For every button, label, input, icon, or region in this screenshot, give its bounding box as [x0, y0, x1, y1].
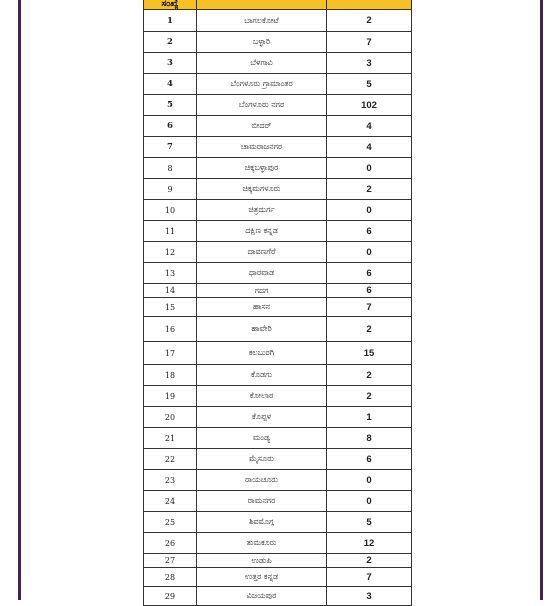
header-sl-no: ಸಂಖ್ಯೆ	[144, 0, 197, 10]
table-row	[144, 221, 412, 242]
row-district-name: ದಾವಣಗೆರೆ	[197, 242, 327, 263]
table-row	[144, 10, 412, 32]
row-serial-number: 23	[144, 470, 197, 491]
row-serial-number: 25	[144, 512, 197, 533]
row-district-name: ರಾಮನಗರ	[197, 491, 327, 512]
row-district-name: ಬೆಂಗಳೂರು ಗ್ರಾಮಾಂತರ	[197, 74, 327, 95]
table-row	[144, 587, 412, 606]
row-district-name: ಕೋಲಾರ	[197, 386, 327, 407]
row-district-name: ಹಾವೇರಿ	[197, 317, 327, 342]
table-row	[144, 533, 412, 554]
row-district-name: ಬೆಳಗಾವಿ	[197, 53, 327, 74]
table-row	[144, 116, 412, 137]
row-serial-number: 11	[144, 221, 197, 242]
row-district-name: ಮೈಸೂರು	[197, 449, 327, 470]
table-row	[144, 32, 412, 53]
row-district-name: ಬೀದರ್	[197, 116, 327, 137]
row-count: 6	[327, 284, 412, 298]
row-district-name: ಚಾಮರಾಜನಗರ	[197, 137, 327, 158]
row-count: 8	[327, 428, 412, 449]
row-count: 5	[327, 74, 412, 95]
row-serial-number: 18	[144, 365, 197, 386]
row-serial-number: 22	[144, 449, 197, 470]
table-row	[144, 74, 412, 95]
row-serial-number: 16	[144, 317, 197, 342]
table-row	[144, 179, 412, 200]
row-count: 4	[327, 116, 412, 137]
row-district-name: ಹಾಸನ	[197, 298, 327, 317]
row-serial-number: 3	[144, 53, 197, 74]
row-count: 0	[327, 200, 412, 221]
page-border-right	[540, 0, 543, 600]
table-body	[144, 10, 412, 606]
row-serial-number: 27	[144, 554, 197, 568]
table-row	[144, 298, 412, 317]
row-serial-number: 14	[144, 284, 197, 298]
row-serial-number: 4	[144, 74, 197, 95]
row-district-name: ಉಡುಪಿ	[197, 554, 327, 568]
district-count-table	[143, 0, 412, 606]
row-district-name: ಮಂಡ್ಯ	[197, 428, 327, 449]
row-count: 6	[327, 263, 412, 284]
row-district-name: ಕೊಡಗು	[197, 365, 327, 386]
row-count: 0	[327, 491, 412, 512]
row-serial-number: 6	[144, 116, 197, 137]
row-count: 7	[327, 568, 412, 587]
row-count: 3	[327, 53, 412, 74]
row-count: 2	[327, 386, 412, 407]
row-count: 4	[327, 137, 412, 158]
row-count: 1	[327, 407, 412, 428]
header-district	[197, 0, 327, 10]
row-serial-number: 1	[144, 10, 197, 32]
table-row	[144, 428, 412, 449]
table-row	[144, 491, 412, 512]
table-row	[144, 95, 412, 116]
row-count: 12	[327, 533, 412, 554]
row-district-name: ಕೊಪ್ಪಳ	[197, 407, 327, 428]
row-count: 7	[327, 298, 412, 317]
row-district-name: ಶಿವಮೊಗ್ಗ	[197, 512, 327, 533]
table-row	[144, 263, 412, 284]
row-serial-number: 24	[144, 491, 197, 512]
row-serial-number: 26	[144, 533, 197, 554]
row-count: 2	[327, 317, 412, 342]
row-count: 6	[327, 221, 412, 242]
row-serial-number: 29	[144, 587, 197, 606]
table-row	[144, 365, 412, 386]
row-count: 3	[327, 587, 412, 606]
row-serial-number: 2	[144, 32, 197, 53]
table-row	[144, 284, 412, 298]
table-row	[144, 242, 412, 263]
row-serial-number: 21	[144, 428, 197, 449]
table-row	[144, 158, 412, 179]
row-serial-number: 28	[144, 568, 197, 587]
row-district-name: ದಕ್ಷಿಣ ಕನ್ನಡ	[197, 221, 327, 242]
table-row	[144, 568, 412, 587]
row-count: 102	[327, 95, 412, 116]
row-district-name: ಉತ್ತರ ಕನ್ನಡ	[197, 568, 327, 587]
row-district-name: ಕಲಬುರಗಿ	[197, 342, 327, 365]
table-row	[144, 449, 412, 470]
row-count: 6	[327, 449, 412, 470]
row-serial-number: 13	[144, 263, 197, 284]
row-serial-number: 19	[144, 386, 197, 407]
row-serial-number: 17	[144, 342, 197, 365]
row-district-name: ಗದಗ	[197, 284, 327, 298]
table-row	[144, 386, 412, 407]
table-row	[144, 137, 412, 158]
table-row	[144, 53, 412, 74]
row-district-name: ಬಾಗಲಕೋಟೆ	[197, 10, 327, 32]
row-district-name: ಚಿಕ್ಕಮಗಳೂರು	[197, 179, 327, 200]
table-header	[144, 0, 412, 10]
row-count: 2	[327, 179, 412, 200]
row-serial-number: 12	[144, 242, 197, 263]
table-row	[144, 407, 412, 428]
row-serial-number: 10	[144, 200, 197, 221]
table-row	[144, 554, 412, 568]
row-district-name: ಬಳ್ಳಾರಿ	[197, 32, 327, 53]
row-count: 0	[327, 470, 412, 491]
row-count: 7	[327, 32, 412, 53]
row-count: 2	[327, 10, 412, 32]
table-row	[144, 512, 412, 533]
row-count: 5	[327, 512, 412, 533]
table-row	[144, 200, 412, 221]
row-district-name: ರಾಯಚೂರು	[197, 470, 327, 491]
page-border-left	[18, 0, 21, 600]
table-row	[144, 317, 412, 342]
row-serial-number: 15	[144, 298, 197, 317]
header-count	[327, 0, 412, 10]
row-serial-number: 5	[144, 95, 197, 116]
table-row	[144, 470, 412, 491]
row-serial-number: 20	[144, 407, 197, 428]
row-district-name: ತುಮಕೂರು	[197, 533, 327, 554]
row-district-name: ಧಾರವಾಡ	[197, 263, 327, 284]
row-serial-number: 7	[144, 137, 197, 158]
row-count: 2	[327, 554, 412, 568]
row-district-name: ವಿಜಯಪುರ	[197, 587, 327, 606]
row-district-name: ಚಿತ್ರದುರ್ಗ	[197, 200, 327, 221]
row-count: 2	[327, 365, 412, 386]
row-district-name: ಚಿಕ್ಕಬಳ್ಳಾಪುರ	[197, 158, 327, 179]
row-count: 0	[327, 242, 412, 263]
row-count: 0	[327, 158, 412, 179]
row-serial-number: 8	[144, 158, 197, 179]
row-district-name: ಬೆಂಗಳೂರು ನಗರ	[197, 95, 327, 116]
row-serial-number: 9	[144, 179, 197, 200]
table-row	[144, 342, 412, 365]
row-count: 15	[327, 342, 412, 365]
